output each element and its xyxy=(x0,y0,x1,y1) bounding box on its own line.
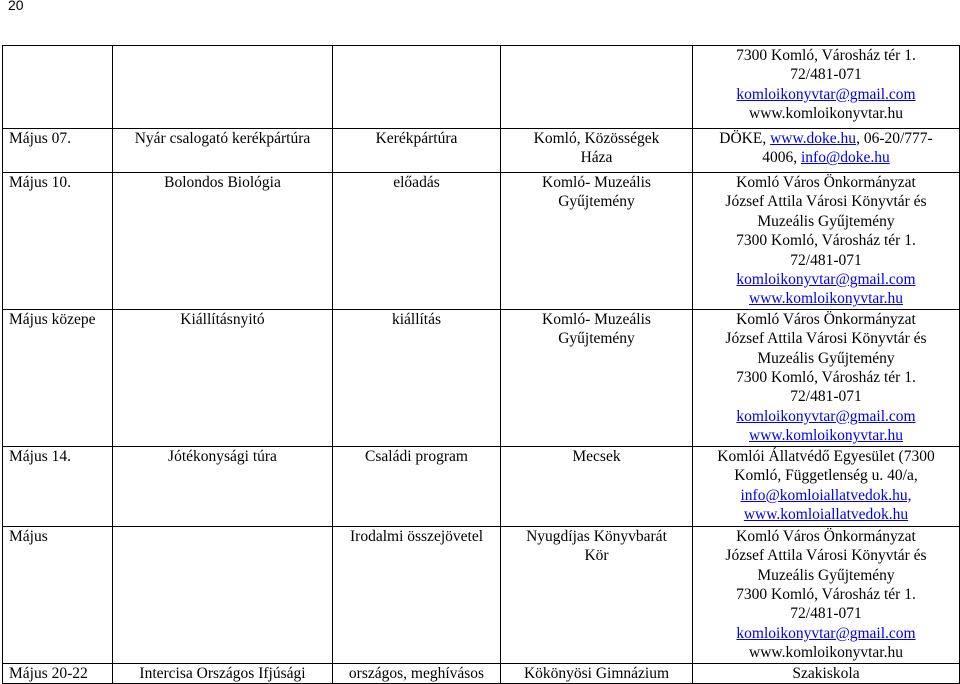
organizer-line: Muzeális Gyűjtemény xyxy=(757,349,895,367)
table-row xyxy=(3,526,960,663)
title-cell xyxy=(113,526,333,663)
organizer-line: Muzeális Gyűjtemény xyxy=(757,566,895,584)
venue-line: Nyugdíjas Könyvbarát xyxy=(526,527,667,545)
title-cell: Kiállításnyitó xyxy=(113,309,333,446)
events-table xyxy=(2,45,960,684)
contact-link[interactable]: komloikonyvtar@gmail.com xyxy=(736,407,916,425)
organizer-line: József Attila Városi Könyvtár és xyxy=(725,330,927,348)
organizer-line: Komló, Függetlenség u. 40/a, xyxy=(734,467,918,485)
contact-link[interactable]: www.doke.hu xyxy=(770,130,857,147)
organizer-line: 72/481-071 xyxy=(790,388,862,406)
organizer-line: Muzeális Gyűjtemény xyxy=(757,212,895,230)
venue-cell xyxy=(501,46,693,129)
organizer-line: www.komloikonyvtar.hu xyxy=(749,105,903,123)
table-row xyxy=(3,446,960,526)
date-cell: Május közepe xyxy=(3,309,113,446)
organizer-cell xyxy=(693,46,960,129)
organizer-cell xyxy=(693,663,960,683)
venue-cell xyxy=(501,309,693,446)
date-cell: Május 20-22 xyxy=(3,663,113,683)
organizer-line: Komlói Állatvédő Egyesület (7300 xyxy=(717,447,935,465)
venue-line: Gyűjtemény xyxy=(558,330,635,348)
organizer-line: DÖKE, www.doke.hu, 06-20/777- xyxy=(719,130,933,147)
venue-line: Mecsek xyxy=(572,447,621,465)
organizer-line: Szakiskola xyxy=(792,664,860,682)
organizer-line: 4006, info@doke.hu xyxy=(762,149,890,167)
contact-link[interactable]: www.komloiallatvedok.hu xyxy=(743,505,909,523)
organizer-line: 72/481-071 xyxy=(790,605,862,623)
title-cell: Intercisa Országos Ifjúsági xyxy=(113,663,333,683)
organizer-cell xyxy=(693,309,960,446)
organizer-cell xyxy=(693,526,960,663)
venue-line: Gyűjtemény xyxy=(558,193,635,211)
venue-line: Komló- Muzeális xyxy=(542,310,651,328)
venue-line: Komló- Muzeális xyxy=(542,174,651,191)
contact-link[interactable]: komloikonyvtar@gmail.com xyxy=(736,624,916,642)
type-cell xyxy=(333,46,501,129)
organizer-cell xyxy=(693,446,960,526)
type-cell: Irodalmi összejövetel xyxy=(333,526,501,663)
type-cell: országos, meghívásos xyxy=(333,663,501,683)
organizer-line: 72/481-071 xyxy=(790,66,862,84)
type-cell: Családi program xyxy=(333,446,501,526)
title-cell: Nyár csalogató kerékpártúra xyxy=(113,129,333,173)
title-cell xyxy=(113,46,333,129)
contact-link[interactable]: komloikonyvtar@gmail.com xyxy=(736,85,916,103)
type-cell: kiállítás xyxy=(333,309,501,446)
venue-line: Kör xyxy=(584,547,609,565)
table-row xyxy=(3,46,960,129)
venue-line: Kökönyösi Gimnázium xyxy=(523,664,670,682)
organizer-line: 72/481-071 xyxy=(790,251,862,269)
organizer-cell xyxy=(693,173,960,310)
organizer-line: 7300 Komló, Városház tér 1. xyxy=(736,369,916,387)
type-cell: Kerékpártúra xyxy=(333,129,501,173)
venue-cell xyxy=(501,129,693,173)
date-cell: Május xyxy=(3,526,113,663)
title-cell: Jótékonysági túra xyxy=(113,446,333,526)
contact-link[interactable]: info@komloiallatvedok.hu, xyxy=(740,486,912,504)
organizer-line: 7300 Komló, Városház tér 1. xyxy=(736,232,916,250)
contact-link[interactable]: www.komloikonyvtar.hu xyxy=(749,290,903,308)
title-cell: Bolondos Biológia xyxy=(113,173,333,310)
venue-line: Háza xyxy=(580,149,613,167)
venue-cell xyxy=(501,663,693,683)
venue-cell xyxy=(501,173,693,310)
table-row xyxy=(3,309,960,446)
organizer-cell xyxy=(693,129,960,173)
contact-link[interactable]: komloikonyvtar@gmail.com xyxy=(736,271,916,289)
organizer-line: József Attila Városi Könyvtár és xyxy=(725,193,927,211)
organizer-line: József Attila Városi Könyvtár és xyxy=(725,547,927,565)
type-cell: előadás xyxy=(333,173,501,310)
table-row xyxy=(3,173,960,310)
organizer-line: Komló Város Önkormányzat xyxy=(736,174,916,191)
date-cell: Május 14. xyxy=(3,446,113,526)
table-row xyxy=(3,663,960,683)
organizer-line: Komló Város Önkormányzat xyxy=(736,527,916,545)
date-cell xyxy=(3,46,113,129)
contact-link[interactable]: www.komloikonyvtar.hu xyxy=(749,427,903,445)
date-cell: Május 07. xyxy=(3,129,113,173)
venue-cell xyxy=(501,526,693,663)
venue-cell xyxy=(501,446,693,526)
table-row xyxy=(3,129,960,173)
page-number: 20 xyxy=(8,0,24,13)
venue-line: Komló, Közösségek xyxy=(533,130,660,147)
date-cell: Május 10. xyxy=(3,173,113,310)
organizer-line: Komló Város Önkormányzat xyxy=(736,310,916,328)
organizer-line: 7300 Komló, Városház tér 1. xyxy=(736,585,916,603)
organizer-line: 7300 Komló, Városház tér 1. xyxy=(736,47,916,64)
contact-link[interactable]: info@doke.hu xyxy=(801,149,890,167)
organizer-line: www.komloikonyvtar.hu xyxy=(749,644,903,662)
